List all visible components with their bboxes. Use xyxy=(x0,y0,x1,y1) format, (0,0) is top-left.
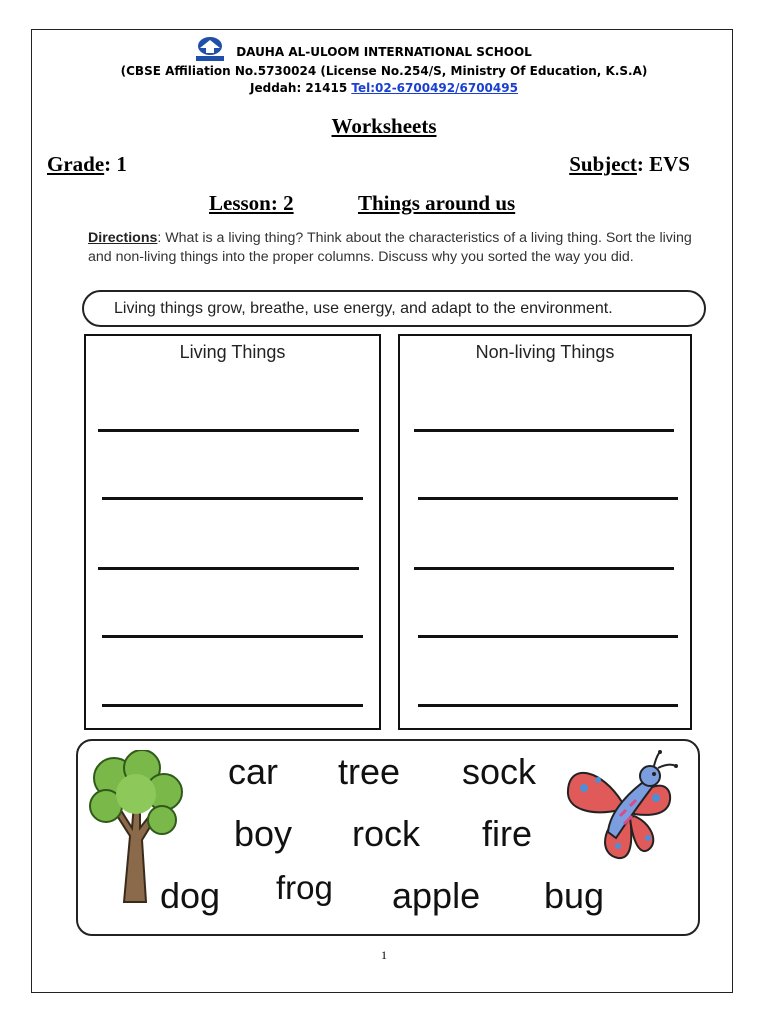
word-sock: sock xyxy=(462,751,537,792)
word-boy: boy xyxy=(234,813,293,854)
word-rock: rock xyxy=(352,813,421,854)
school-name: DAUHA AL-ULOOM INTERNATIONAL SCHOOL xyxy=(236,45,532,59)
telephone-link[interactable]: Tel:02-6700492/6700495 xyxy=(351,81,518,95)
word-apple: apple xyxy=(392,875,481,916)
word-fire: fire xyxy=(482,813,533,854)
subject-label: Subject xyxy=(569,152,637,176)
answer-line[interactable] xyxy=(102,704,363,707)
non-living-things-column xyxy=(398,334,692,730)
word-tree: tree xyxy=(338,751,401,792)
lesson-number: Lesson: 2 xyxy=(209,191,294,215)
grade xyxy=(47,152,127,177)
answer-line[interactable] xyxy=(418,635,678,638)
answer-line[interactable] xyxy=(418,704,678,707)
living-things-column xyxy=(84,334,381,730)
school-affiliation: (CBSE Affiliation No.5730024 (License No.254/S, Ministry Of Education, K.S.A) xyxy=(120,64,648,78)
answer-line[interactable] xyxy=(98,429,359,432)
word-dog: dog xyxy=(160,875,221,916)
butterfly-icon xyxy=(562,750,690,864)
fact-box: Living things grow, breathe, use energy, and adapt to the environment. xyxy=(82,290,706,327)
lesson-title: Things around us xyxy=(358,191,516,215)
answer-line[interactable] xyxy=(102,635,363,638)
page-number: 1 xyxy=(381,948,387,962)
answer-line[interactable] xyxy=(98,567,359,570)
non-living-things-title: Non-living Things xyxy=(475,342,615,362)
worksheet-title: Worksheets xyxy=(331,114,437,138)
directions-text: : What is a living thing? Think about the characteristics of a living thing. Sort the living and non-living things into the proper columns. Discuss why you sorted the way you did. xyxy=(88,230,692,265)
directions xyxy=(88,229,708,267)
word-bug: bug xyxy=(544,875,605,916)
answer-line[interactable] xyxy=(414,429,674,432)
subject-value: : EVS xyxy=(636,152,690,176)
school-city: Jeddah: 21415 xyxy=(250,81,348,95)
answer-line[interactable] xyxy=(102,497,363,500)
living-things-title: Living Things xyxy=(179,342,286,362)
school-contact xyxy=(0,80,768,96)
answer-line[interactable] xyxy=(418,497,678,500)
grade-value: : 1 xyxy=(104,152,127,176)
word-frog: frog xyxy=(276,869,333,906)
directions-label: Directions xyxy=(88,230,158,246)
grade-label: Grade xyxy=(47,152,105,176)
subject xyxy=(569,152,690,177)
answer-line[interactable] xyxy=(414,567,674,570)
word-car: car xyxy=(228,751,279,792)
